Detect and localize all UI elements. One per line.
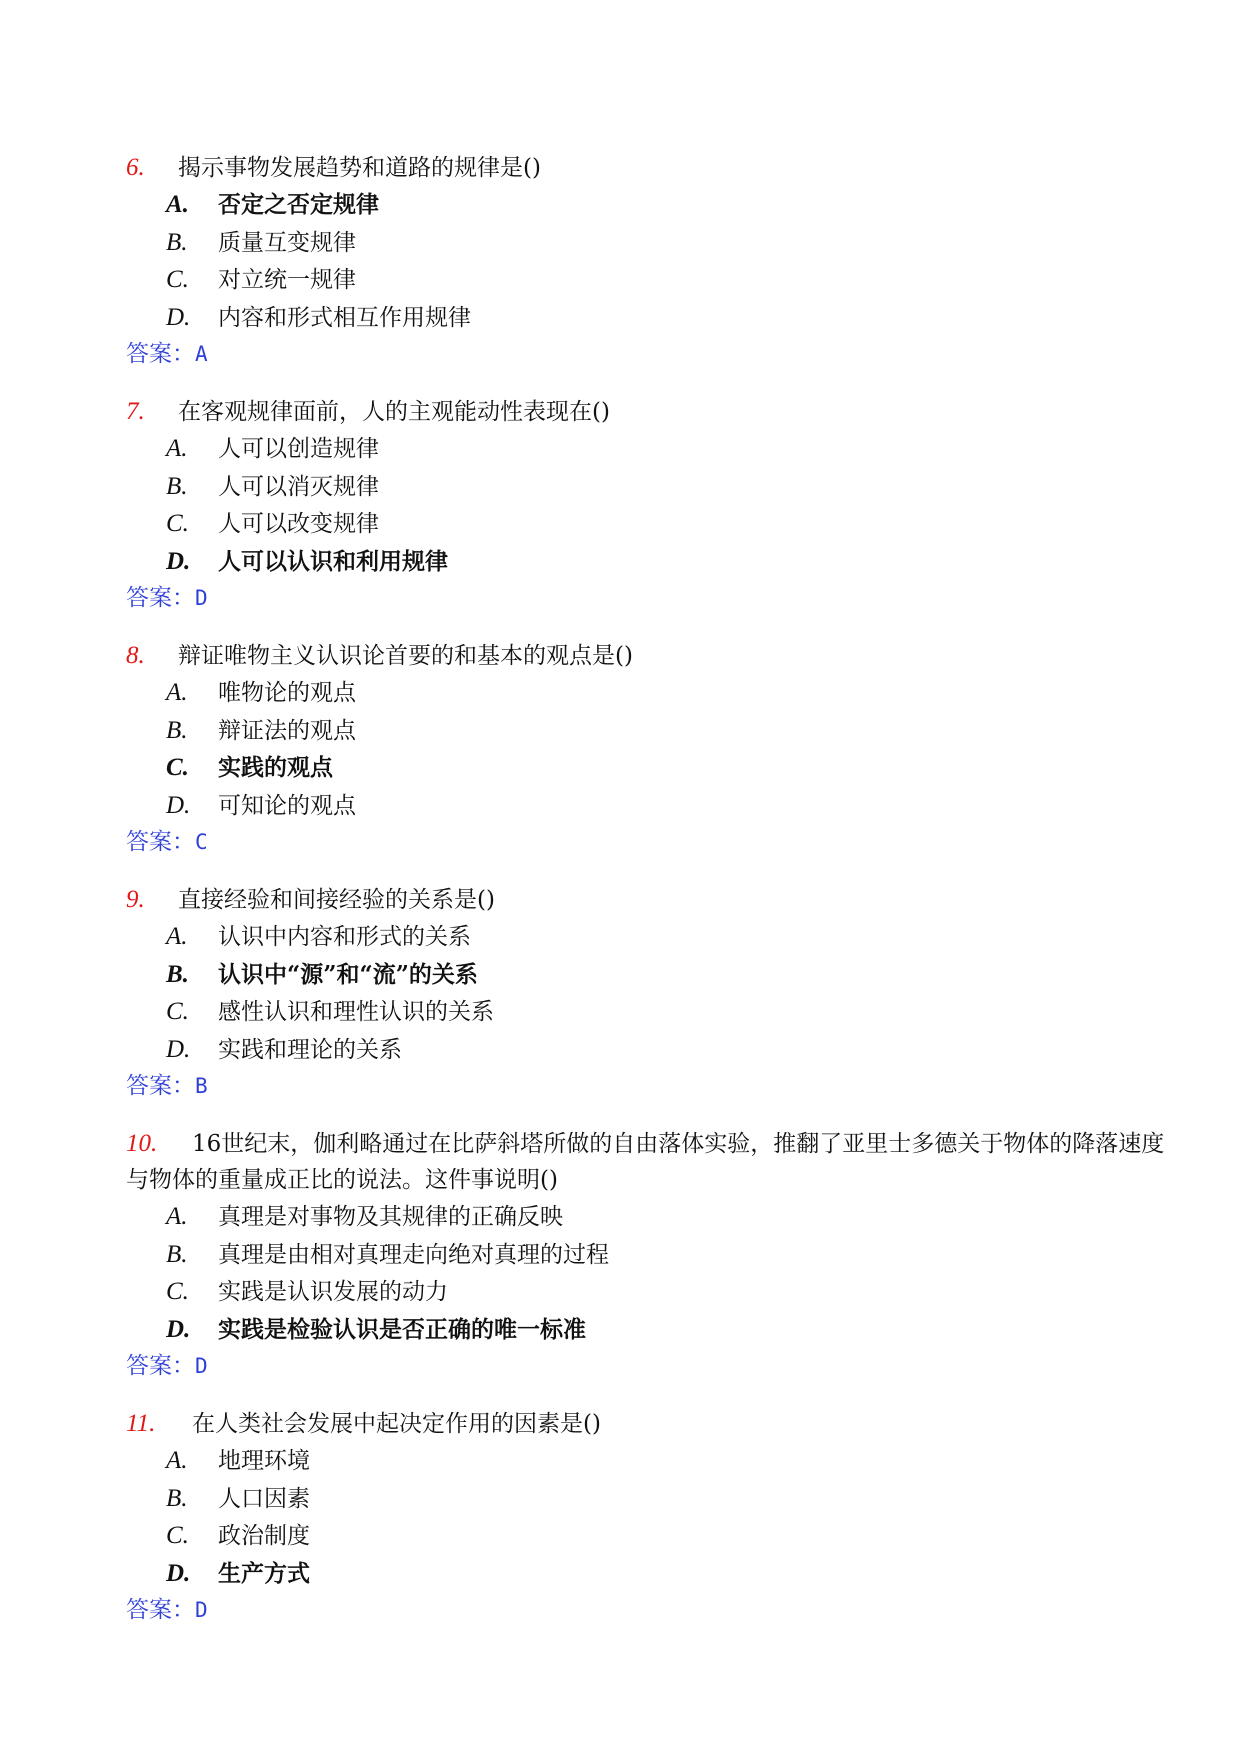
option	[126, 787, 1176, 825]
option	[126, 505, 1176, 543]
answer-value: A	[195, 342, 208, 366]
option	[126, 1442, 1176, 1480]
option-text: 人口因素	[218, 1485, 310, 1512]
question-item	[126, 394, 1176, 616]
question-stem	[126, 882, 1176, 918]
option-list	[126, 674, 1176, 824]
option-letter: A.	[166, 679, 188, 706]
option	[126, 1031, 1176, 1069]
option-letter: D.	[166, 303, 191, 331]
question-number: 8.	[126, 642, 145, 669]
option-letter: C.	[166, 1278, 189, 1305]
option	[126, 468, 1176, 506]
option-letter: B.	[166, 960, 189, 988]
option-correct	[126, 186, 1176, 224]
option-letter: D.	[166, 547, 191, 575]
option-letter: C.	[166, 510, 189, 537]
option-text: 地理环境	[218, 1448, 310, 1474]
option	[126, 1198, 1176, 1236]
option-text: 实践和理论的关系	[218, 1036, 402, 1063]
question-stem	[126, 1126, 1176, 1198]
option-correct	[126, 1555, 1176, 1593]
question-item	[126, 882, 1176, 1104]
option-correct	[126, 749, 1176, 787]
option-text: 可知论的观点	[218, 792, 356, 819]
option-text: 人可以创造规律	[218, 436, 379, 462]
question-text: 直接经验和间接经验的关系是()	[178, 887, 495, 913]
answer-line	[126, 1068, 1176, 1104]
answer-value: C	[195, 830, 208, 854]
option-text: 感性认识和理性认识的关系	[218, 999, 494, 1025]
option-letter: D.	[166, 1559, 191, 1587]
option-text: 实践是检验认识是否正确的唯一标准	[218, 1315, 586, 1343]
option-letter: B.	[166, 472, 188, 500]
option-text: 人可以认识和利用规律	[218, 547, 448, 575]
option	[126, 1273, 1176, 1311]
option	[126, 430, 1176, 468]
option-letter: B.	[166, 1484, 188, 1512]
option-list	[126, 186, 1176, 336]
question-list	[126, 150, 1176, 1650]
answer-line	[126, 336, 1176, 372]
question-number: 11.	[126, 1410, 156, 1437]
option-letter: C.	[166, 754, 189, 781]
question-stem	[126, 394, 1176, 430]
option-list	[126, 430, 1176, 580]
question-stem	[126, 150, 1176, 186]
option-letter: C.	[166, 1522, 189, 1549]
option-list	[126, 918, 1176, 1068]
option-letter: A.	[166, 1447, 188, 1474]
answer-value: D	[195, 586, 208, 610]
option	[126, 1517, 1176, 1555]
option	[126, 299, 1176, 337]
option	[126, 224, 1176, 262]
answer-line	[126, 1348, 1176, 1384]
answer-line	[126, 1592, 1176, 1628]
question-stem	[126, 638, 1176, 674]
option	[126, 918, 1176, 956]
question-item	[126, 638, 1176, 860]
answer-label: 答案：	[126, 829, 195, 855]
option-letter: A.	[166, 191, 189, 218]
option-list	[126, 1198, 1176, 1348]
answer-line	[126, 824, 1176, 860]
question-item	[126, 1406, 1176, 1628]
question-number: 9.	[126, 886, 145, 913]
option-text: 真理是由相对真理走向绝对真理的过程	[218, 1241, 609, 1268]
question-text: 辩证唯物主义认识论首要的和基本的观点是()	[178, 643, 633, 669]
answer-label: 答案：	[126, 1597, 195, 1623]
option-letter: D.	[166, 1315, 191, 1343]
option-letter: B.	[166, 228, 188, 256]
option-text: 唯物论的观点	[218, 680, 356, 706]
option-text: 对立统一规律	[218, 267, 356, 293]
option-text: 人可以消灭规律	[218, 473, 379, 500]
option-text: 实践是认识发展的动力	[218, 1279, 448, 1305]
option-letter: A.	[166, 435, 188, 462]
answer-line	[126, 580, 1176, 616]
option-letter: B.	[166, 716, 188, 744]
question-text: 在人类社会发展中起决定作用的因素是()	[192, 1411, 601, 1437]
option-list	[126, 1442, 1176, 1592]
question-number: 10.	[126, 1130, 158, 1157]
option-letter: C.	[166, 266, 189, 293]
question-number: 6.	[126, 154, 145, 181]
answer-label: 答案：	[126, 1353, 195, 1379]
answer-value: D	[195, 1598, 208, 1622]
answer-label: 答案：	[126, 585, 195, 611]
option-correct	[126, 956, 1176, 994]
option-correct	[126, 543, 1176, 581]
option-correct	[126, 1311, 1176, 1349]
question-text: 16世纪末，伽利略通过在比萨斜塔所做的自由落体实验，推翻了亚里士多德关于物体的降落速度与物体的重量成正比的说法。这件事说明()	[126, 1131, 1165, 1193]
option-text: 政治制度	[218, 1523, 310, 1549]
answer-value: B	[195, 1074, 208, 1098]
option	[126, 1480, 1176, 1518]
question-number: 7.	[126, 398, 145, 425]
question-item	[126, 1126, 1176, 1384]
option-text: 内容和形式相互作用规律	[218, 304, 471, 331]
option	[126, 1236, 1176, 1274]
question-text: 在客观规律面前，人的主观能动性表现在()	[178, 399, 610, 425]
option	[126, 261, 1176, 299]
answer-label: 答案：	[126, 1073, 195, 1099]
option-letter: D.	[166, 791, 191, 819]
option-text: 真理是对事物及其规律的正确反映	[218, 1204, 563, 1230]
option-text: 认识中“源”和“流”的关系	[218, 960, 478, 988]
option	[126, 993, 1176, 1031]
option-text: 辩证法的观点	[218, 717, 356, 744]
option	[126, 674, 1176, 712]
option-text: 质量互变规律	[218, 229, 356, 256]
option-letter: A.	[166, 923, 188, 950]
option	[126, 712, 1176, 750]
option-text: 认识中内容和形式的关系	[218, 924, 471, 950]
question-stem	[126, 1406, 1176, 1442]
option-text: 人可以改变规律	[218, 511, 379, 537]
option-letter: A.	[166, 1203, 188, 1230]
option-letter: B.	[166, 1240, 188, 1268]
answer-value: D	[195, 1354, 208, 1378]
option-text: 实践的观点	[218, 754, 333, 781]
answer-label: 答案：	[126, 341, 195, 367]
option-letter: D.	[166, 1035, 191, 1063]
option-text: 否定之否定规律	[218, 191, 379, 218]
option-text: 生产方式	[218, 1559, 310, 1587]
option-letter: C.	[166, 998, 189, 1025]
question-text: 揭示事物发展趋势和道路的规律是()	[178, 155, 541, 181]
question-item	[126, 150, 1176, 372]
